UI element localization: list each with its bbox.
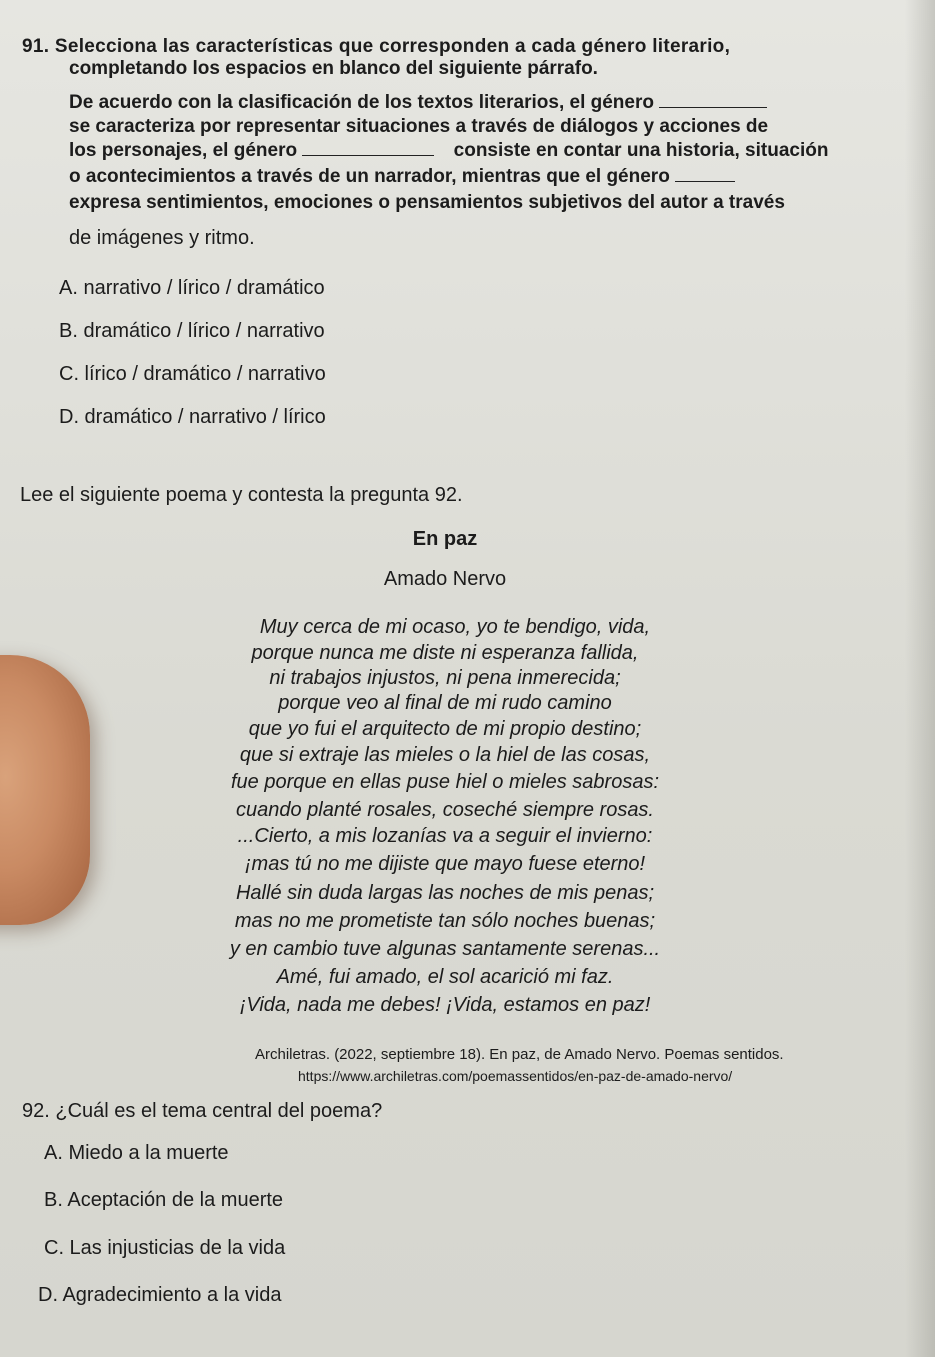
q91-title-line1: 91. Selecciona las características que corresponden a cada género literario, xyxy=(22,36,731,57)
q91-option-b[interactable]: B. dramático / lírico / narrativo xyxy=(59,320,325,342)
poem-verse: porque nunca me diste ni esperanza fallida, xyxy=(251,642,639,664)
q91-paragraph-line: o acontecimientos a través de un narrador, mientras que el género xyxy=(69,166,735,188)
fill-blank-3[interactable] xyxy=(675,167,735,182)
q92-question: 92. ¿Cuál es el tema central del poema? xyxy=(22,1100,383,1122)
poem-citation: Archiletras. (2022, septiembre 18). En paz, de Amado Nervo. Poemas sentidos. xyxy=(255,1046,784,1063)
q92-option-a[interactable]: A. Miedo a la muerte xyxy=(44,1142,229,1164)
q91-paragraph-line: expresa sentimientos, emociones o pensamientos subjetivos del autor a través xyxy=(69,192,785,213)
q91-option-c[interactable]: C. lírico / dramático / narrativo xyxy=(59,363,326,385)
q91-paragraph-line: De acuerdo con la clasificación de los textos literarios, el género xyxy=(69,92,767,114)
poem-verse: que si extraje las mieles o la hiel de las cosas, xyxy=(239,744,651,766)
poem-verse: Amé, fui amado, el sol acarició mi faz. xyxy=(276,966,614,988)
poem-verse: ¡mas tú no me dijiste que mayo fuese eterno! xyxy=(244,853,646,875)
q91-paragraph-line: los personajes, el género consiste en contar una historia, situación xyxy=(69,140,829,161)
poem-verse: cuando planté rosales, coseché siempre rosas. xyxy=(235,799,654,821)
q91-option-a[interactable]: A. narrativo / lírico / dramático xyxy=(59,277,325,299)
q92-option-b[interactable]: B. Aceptación de la muerte xyxy=(44,1189,284,1211)
poem-verse: ni trabajos injustos, ni pena inmerecida; xyxy=(269,667,621,689)
poem-author: Amado Nervo xyxy=(383,568,507,590)
poem-verse: Hallé sin duda largas las noches de mis penas; xyxy=(235,882,655,904)
poem-verse: que yo fui el arquitecto de mi propio destino; xyxy=(248,718,642,740)
q91-option-d[interactable]: D. dramático / narrativo / lírico xyxy=(59,406,326,428)
q92-option-d[interactable]: D. Agradecimiento a la vida xyxy=(38,1284,282,1306)
poem-verse: ¡Vida, nada me debes! ¡Vida, estamos en paz! xyxy=(239,994,651,1016)
poem-verse: Muy cerca de mi ocaso, yo te bendigo, vida, xyxy=(259,616,651,638)
finger-holding-page xyxy=(0,655,90,925)
q91-title-line2: completando los espacios en blanco del siguiente párrafo. xyxy=(69,58,598,79)
poem-instruction: Lee el siguiente poema y contesta la pregunta 92. xyxy=(20,484,463,506)
poem-verse: porque veo al final de mi rudo camino xyxy=(278,692,612,714)
poem-citation-url: https://www.archiletras.com/poemassentidos/en-paz-de-amado-nervo/ xyxy=(298,1068,733,1084)
poem-verse: y en cambio tuve algunas santamente serenas... xyxy=(229,938,661,960)
poem-verse: fue porque en ellas puse hiel o mieles sabrosas: xyxy=(230,771,660,793)
q92-option-c[interactable]: C. Las injusticias de la vida xyxy=(44,1237,286,1259)
poem-verse: mas no me prometiste tan sólo noches buenas; xyxy=(234,910,656,932)
q91-paragraph-line: de imágenes y ritmo. xyxy=(69,227,255,249)
poem-verse: ...Cierto, a mis lozanías va a seguir el invierno: xyxy=(237,825,653,847)
poem-title: En paz xyxy=(412,528,478,550)
fill-blank-1[interactable] xyxy=(659,93,767,108)
q91-paragraph-line: se caracteriza por representar situaciones a través de diálogos y acciones de xyxy=(69,116,769,137)
page-edge-shadow xyxy=(905,0,935,1357)
fill-blank-2[interactable] xyxy=(302,141,434,156)
